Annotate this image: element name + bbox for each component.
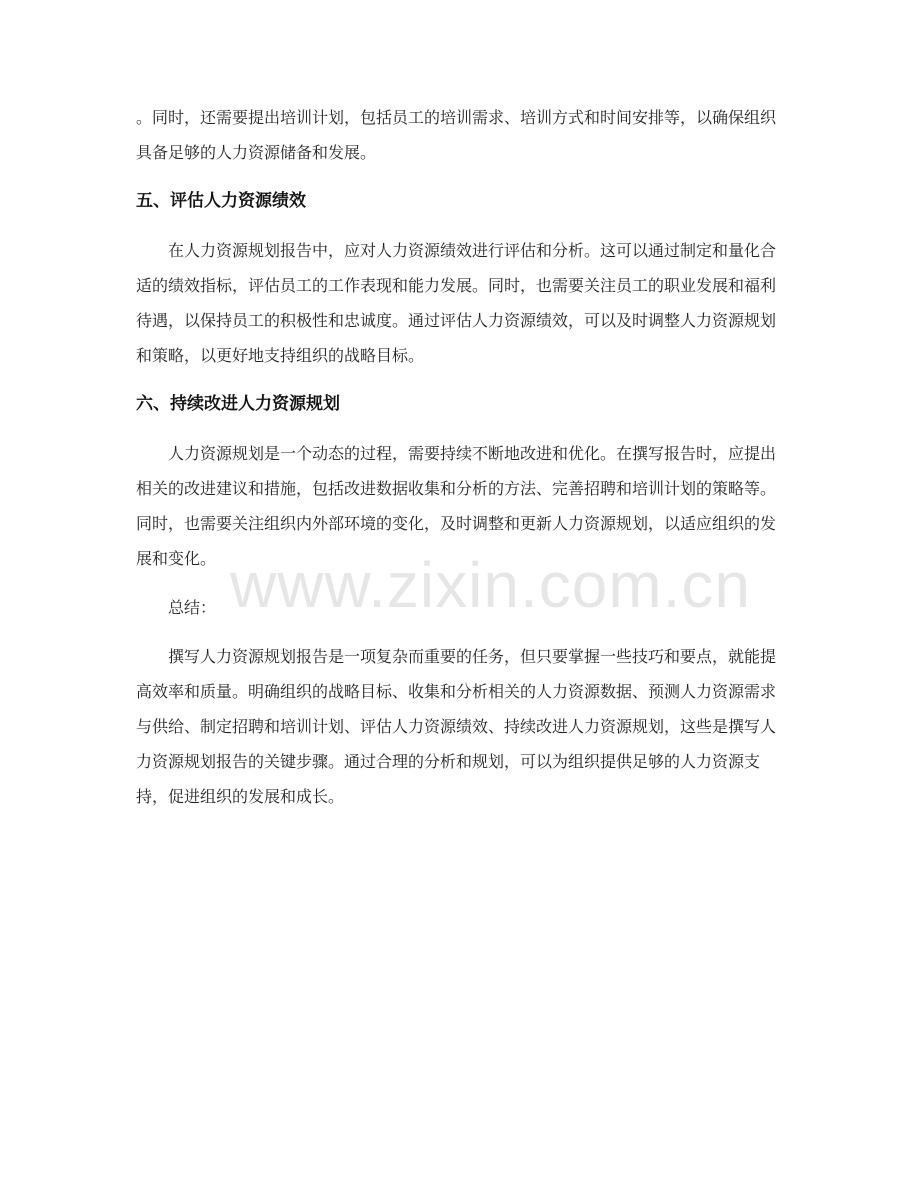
watermark: www.zixin.com.cn (230, 549, 751, 621)
section-6-heading: 六、持续改进人力资源规划 (136, 394, 340, 414)
summary-paragraph: 撰写人力资源规划报告是一项复杂而重要的任务，但只要掌握一些技巧和要点，就能提高效率和质量。明确组织的战略目标、收集和分析相关的人力资源数据、预测人力资源需求与供给、制定招聘和培训计划、评估人力资源绩效、持续改进人力资源规划，这些是撰写人力资源规划报告的关键步骤。通过合理的分析和规划，可以为组织提供足够的人力资源支持，促进组织的发展和成长。 (136, 647, 777, 806)
section-6-paragraph: 人力资源规划是一个动态的过程，需要持续不断地改进和优化。在撰写报告时，应提出相关的改进建议和措施，包括改进数据收集和分析的方法、完善招聘和培训计划的策略等。同时，也需要关注组织内外部环境的变化，及时调整和更新人力资源规划，以适应组织的发展和变化。 (136, 444, 777, 568)
section-5-paragraph: 在人力资源规划报告中，应对人力资源绩效进行评估和分析。这可以通过制定和量化合适的绩效指标，评估员工的工作表现和能力发展。同时，也需要关注员工的职业发展和福利待遇，以保持员工的积极性和忠诚度。通过评估人力资源绩效，可以及时调整人力资源规划和策略，以更好地支持组织的战略目标。 (136, 241, 777, 365)
document-body (136, 100, 786, 814)
section-5-heading: 五、评估人力资源绩效 (136, 191, 306, 211)
intro-paragraph: 。同时，还需要提出培训计划，包括员工的培训需求、培训方式和时间安排等，以确保组织具备足够的人力资源储备和发展。 (136, 108, 777, 162)
summary-label: 总结： (168, 598, 217, 617)
